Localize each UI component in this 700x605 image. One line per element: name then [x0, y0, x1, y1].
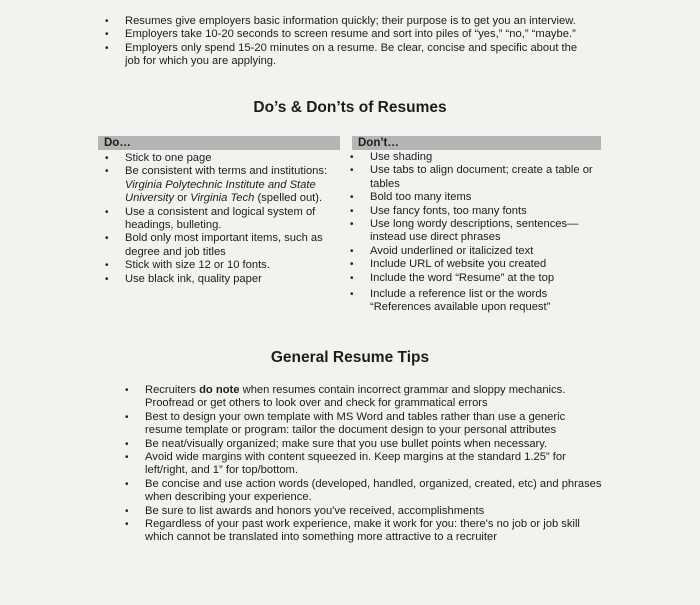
list-item: • Bold only most important items, such as degree and job titles: [105, 232, 323, 258]
list-item: • Recruiters do note when resumes contain incorrect grammar and sloppy mechanics. Proofread or get others to look over and check for grammatical errors: [125, 384, 566, 410]
dont-column-header: Don’t…: [352, 136, 601, 150]
do-list: [105, 152, 350, 286]
intro-list: [105, 15, 595, 69]
list-item: • Be neat/visually organized; make sure that you use bullet points when necessary.: [125, 437, 548, 450]
dos-donts-heading: Do’s & Don’ts of Resumes: [253, 99, 447, 116]
list-item: • Be sure to list awards and honors you've received, accomplishments: [125, 504, 485, 517]
tips-list: [125, 384, 605, 545]
tips-heading: General Resume Tips: [270, 349, 430, 366]
list-item: • Be consistent with terms and institutions: Virginia Polytechnic Institute and State University or Virginia Tech (spelled out).: [105, 165, 328, 205]
list-item: • Include the word “Resume” at the top: [350, 271, 555, 284]
dont-list: [350, 151, 600, 315]
list-item: • Use tabs to align document; create a table or tables: [350, 164, 593, 190]
list-item: • Stick with size 12 or 10 fonts.: [105, 259, 270, 272]
list-item: • Regardless of your past work experience, make it work for you: there's no job or job skill which cannot be translated into something more attractive to a recruiter: [125, 518, 580, 544]
list-item: • Be concise and use action words (developed, handled, organized, created, etc) and phrases when describing your experience.: [125, 477, 602, 504]
list-item: • Resumes give employers basic information quickly; their purpose is to get you an interview.: [105, 15, 576, 27]
list-item: • Avoid underlined or italicized text: [350, 244, 534, 257]
list-item: • Bold too many items: [350, 191, 472, 204]
list-item: • Stick to one page: [105, 152, 212, 164]
list-item: • Use a consistent and logical system of headings, bulleting.: [105, 205, 316, 232]
list-item: • Avoid wide margins with content squeezed in. Keep margins at the standard 1.25” for left/right, and 1” for top/bottom.: [125, 451, 566, 477]
list-item: • Employers take 10-20 seconds to screen resume and sort into piles of “yes,” “no,” “maybe.”: [105, 28, 576, 41]
list-item: • Include URL of website you created: [350, 258, 547, 271]
list-item: • Use shading: [350, 151, 433, 163]
list-item: • Include a reference list or the words “References available upon request”: [350, 288, 551, 314]
list-item: • Employers only spend 15-20 minutes on a resume. Be clear, concise and specific about the job for which you are applying.: [105, 41, 578, 68]
list-item: • Use long wordy descriptions, sentences— instead use direct phrases: [350, 218, 579, 244]
do-column-header: Do…: [98, 136, 340, 150]
list-item: • Best to design your own template with MS Word and tables rather than use a generic resume template or program: tailor the document design to your personal attributes: [125, 410, 566, 437]
list-item: • Use fancy fonts, too many fonts: [350, 204, 527, 217]
list-item: • Use black ink, quality paper: [105, 272, 262, 285]
